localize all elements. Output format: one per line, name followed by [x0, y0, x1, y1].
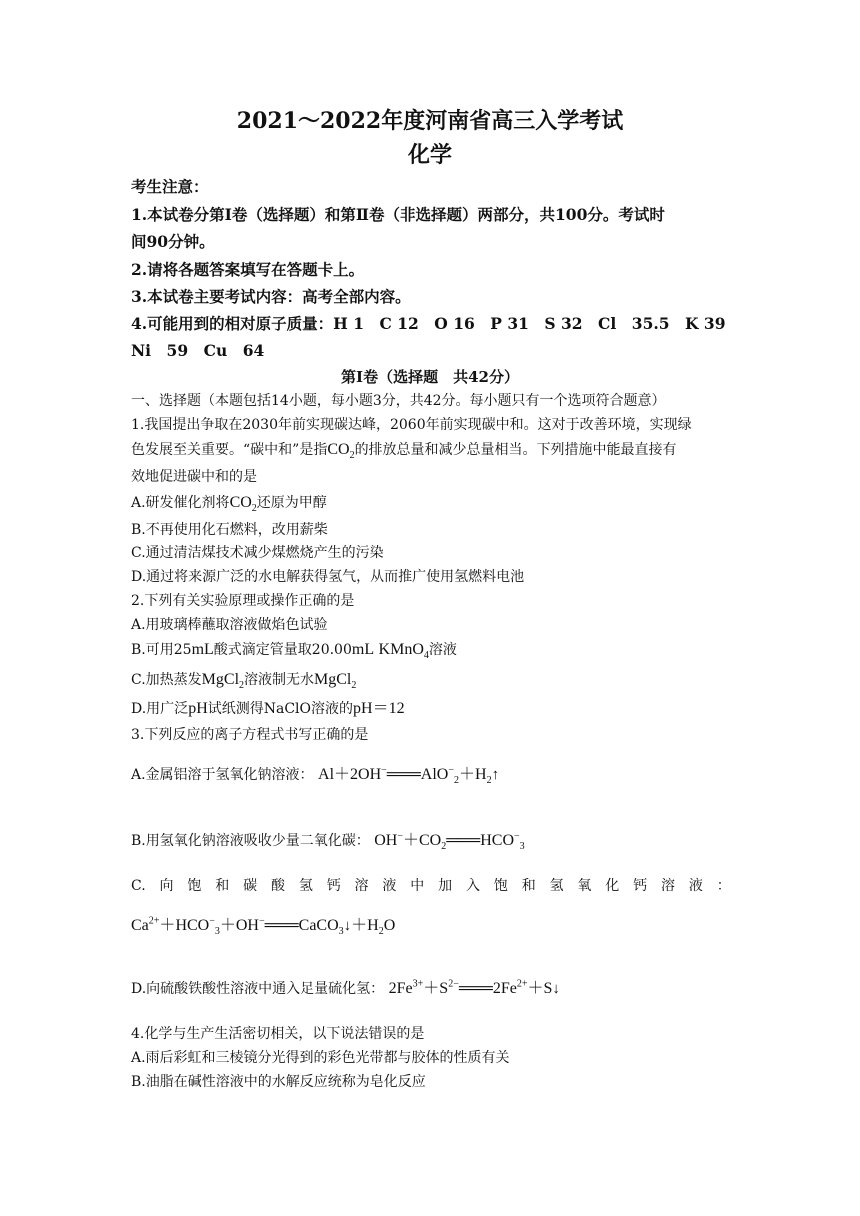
- q3-option-c-char: 中: [410, 878, 425, 894]
- q2-option-d: D.用广泛pH试纸测得NaClO溶液的pH＝12: [131, 700, 405, 717]
- q1-stem-line-3: 效地促进碳中和的是: [131, 469, 257, 485]
- q3-option-a: A.金属铝溶于氢氧化钠溶液： $Al+2OH^-═══AlO^-_2+H_2↑$: [131, 764, 500, 787]
- q2-option-a: A.用玻璃棒蘸取溶液做焰色试验: [131, 617, 328, 633]
- q3-option-c-equation: $Ca^{2+}+HCO^-_3+OH^-═══CaCO_3↓+H_2O$: [131, 915, 396, 938]
- q1-stem-line-2: 色发展至关重要。“碳中和”是指$CO_2$的排放总量和减少总量相当。下列措施中能最直接有: [131, 441, 677, 462]
- q1-option-c: C.通过清洁煤技术减少煤燃烧产生的污染: [131, 545, 384, 561]
- q3-option-c-char: 溶: [354, 878, 369, 894]
- q4-option-b: B.油脂在碱性溶液中的水解反应统称为皂化反应: [131, 1074, 426, 1090]
- notice-item-1-line-2: 间90分钟。: [131, 232, 215, 251]
- q3-option-c-char: 向: [159, 878, 174, 894]
- q3-option-c-char: 化: [605, 878, 620, 894]
- q3-option-d: D.向硫酸铁酸性溶液中通入足量硫化氢： $2Fe^{3+}+S^{2-}═══2Fe^{2+}+S↓$: [131, 978, 560, 997]
- notice-item-2: 2.请将各题答案填写在答题卡上。: [131, 260, 365, 279]
- q3-option-c-char: 和: [215, 878, 230, 894]
- q3-option-b: B.用氢氧化钠溶液吸收少量二氧化碳： $OH^-+CO_2═══HCO^-_3$: [131, 830, 525, 853]
- notice-item-1-line-1: 1.本试卷分第Ⅰ卷（选择题）和第Ⅱ卷（非选择题）两部分，共100分。考试时: [131, 205, 665, 224]
- q3-option-c-char: 氧: [577, 878, 592, 894]
- q3-option-c-label: [131, 877, 731, 895]
- notice-item-3: 3.本试卷主要考试内容：高考全部内容。: [131, 287, 411, 306]
- q2-option-c: C.加热蒸发MgCl$_2$溶液制无水MgCl$_2$: [131, 671, 357, 692]
- q3-option-c-char: 液: [382, 878, 397, 894]
- q3-option-c-char: 钙: [326, 878, 341, 894]
- q3-option-c-char: 钙: [633, 878, 648, 894]
- notice-item-4-line-1: 4.可能用到的相对原子质量：H 1 C 12 O 16 P 31 S 32 Cl 35.5 K 39: [131, 314, 726, 333]
- section-1-intro: 一、选择题（本题包括14小题，每小题3分，共42分。每小题只有一个选项符合题意）: [131, 393, 666, 409]
- q3-option-c-char: 溶: [661, 878, 675, 894]
- q3-option-c-char: 入: [465, 878, 480, 894]
- q3-option-c-char: 饱: [187, 878, 202, 894]
- q2-stem: 2.下列有关实验原理或操作正确的是: [131, 593, 355, 609]
- q3-equation-a: $Al+2OH^-═══AlO^-_2+H_2↑$: [318, 764, 500, 787]
- exam-title: 2021～2022年度河南省高三入学考试: [236, 108, 624, 134]
- notice-item-4-line-2: Ni 59 Cu 64: [131, 341, 265, 360]
- q1-option-b: B.不再使用化石燃料，改用薪柴: [131, 522, 328, 538]
- subject-title: 化学: [407, 142, 452, 168]
- q1-option-d: D.通过将来源广泛的水电解获得氢气，从而推广使用氢燃料电池: [131, 569, 525, 585]
- q3-option-c-char: 氢: [549, 878, 564, 894]
- section-1-title: 第Ⅰ卷（选择题 共42分）: [341, 368, 519, 386]
- q3-stem: 3.下列反应的离子方程式书写正确的是: [131, 727, 369, 743]
- q3-option-c-char: 酸: [270, 878, 285, 894]
- q3-option-c-char: 加: [438, 878, 453, 894]
- q3-equation-d: $2Fe^{3+}+S^{2-}═══2Fe^{2+}+S↓$: [388, 978, 560, 997]
- q1-stem-line-1: 1.我国提出争取在2030年前实现碳达峰，2060年前实现碳中和。这对于改善环境，实现绿: [131, 417, 692, 433]
- q2-option-b: B.可用25mL酸式滴定管量取20.00mL KMnO$_4$溶液: [131, 641, 457, 662]
- notice-heading: 考生注意：: [131, 177, 209, 196]
- q3-option-c-char: C.: [131, 878, 146, 894]
- q3-option-c-char: ：: [716, 878, 731, 894]
- q4-stem: 4.化学与生产生活密切相关，以下说法错误的是: [131, 1026, 425, 1042]
- q3-option-c-char: 氢: [298, 878, 313, 894]
- q3-option-c-char: 碳: [243, 878, 258, 894]
- q3-option-c-char: 液: [688, 878, 703, 894]
- q3-option-c-char: 和: [521, 878, 536, 894]
- q4-option-a: A.雨后彩虹和三棱镜分光得到的彩色光带都与胶体的性质有关: [131, 1050, 510, 1066]
- q3-option-c-char: 饱: [493, 878, 508, 894]
- q1-option-a: A.研发催化剂将$CO_2$还原为甲醇: [131, 494, 327, 515]
- q3-equation-b: $OH^-+CO_2═══HCO^-_3$: [374, 830, 525, 853]
